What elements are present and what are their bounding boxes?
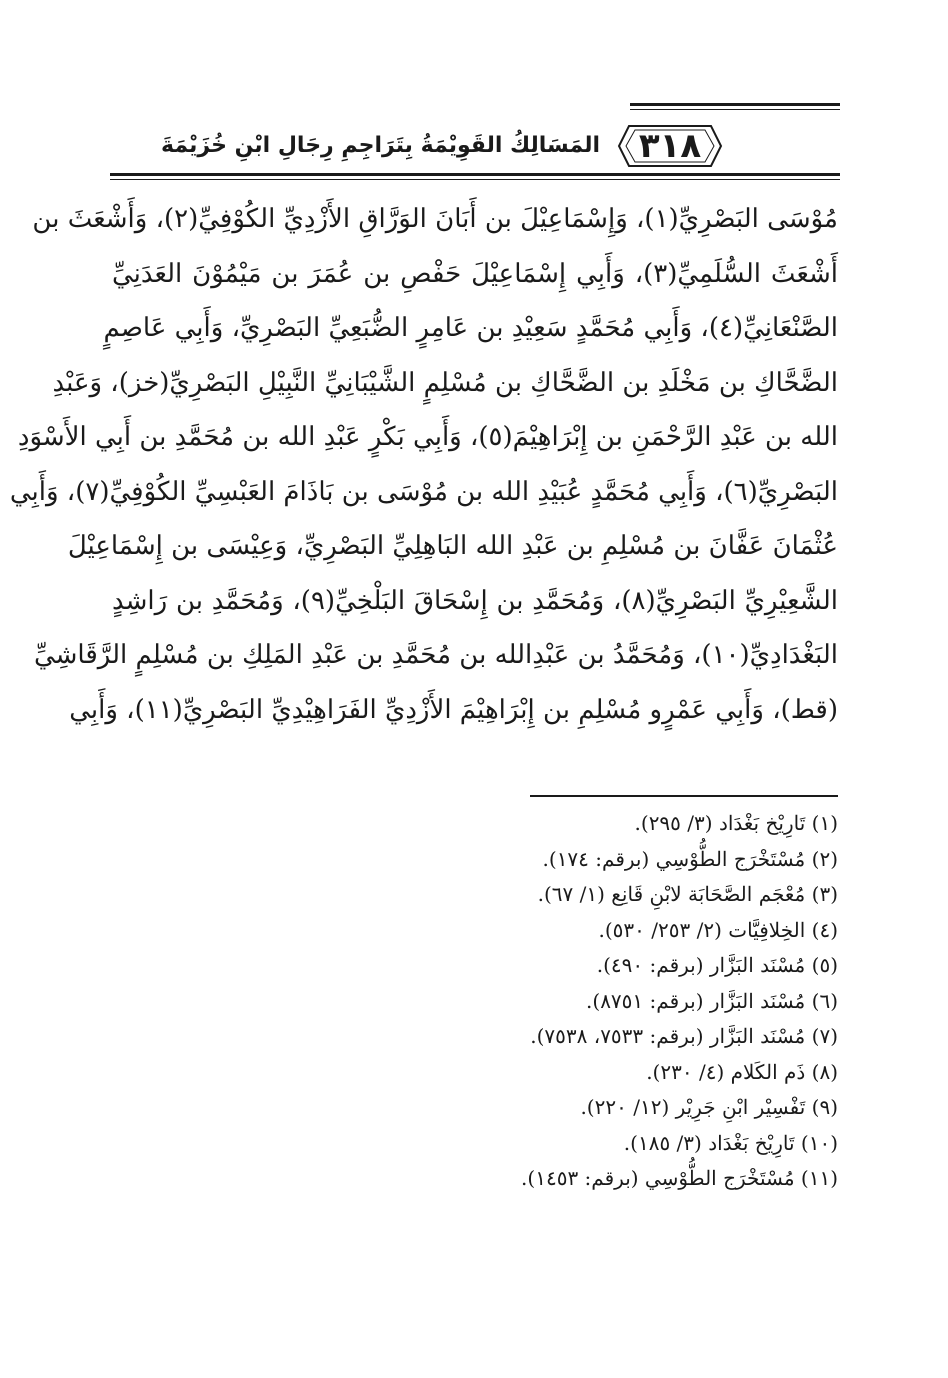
text-line: (قط)، وَأَبِي عَمْرٍو مُسْلِمِ بن إِبْرَاهِيْمَ الأَزْدِيِّ الفَرَاهِيْدِيِّ البَصْرِيِّ(١١)، وَأَبِي (69, 694, 838, 725)
footnote: (٣) مُعْجَم الصَّحَابَة لابْنِ قَانِع (١/ ٦٧). (537, 882, 838, 906)
text-line: الصَّنْعَانِيِّ(٤)، وَأَبِي مُحَمَّدٍ سَعِيْدِ بن عَامِرٍ الضُّبَعِيِّ البَصْرِيِّ، وَأَبِي عَاصِمٍ (103, 313, 838, 343)
footnote: (١) تَارِيْخ بَغْدَاد (٣/ ٢٩٥). (634, 811, 838, 835)
footnote-separator (530, 795, 838, 797)
page-number-ornament (615, 122, 725, 170)
header-bottom-rule (110, 173, 840, 176)
text-line: عُثْمَانَ عَفَّانَ بن مُسْلِمِ بن عَبْدِ الله البَاهِلِيِّ البَصْرِيِّ، وَعِيْسَى بن إِسْمَاعِيْلَ (67, 531, 838, 561)
header-bottom-rule-thin (110, 179, 840, 180)
text-line: الشَّعِيْرِيِّ البَصْرِيِّ(٨)، وَمُحَمَّدِ بن إِسْحَاقَ البَلْخِيِّ(٩)، وَمُحَمَّدِ بن رَاشِدٍ (112, 585, 838, 616)
footnote: (٩) تَفْسِيْر ابْنِ جَرِيْر (١٢/ ٢٢٠). (580, 1095, 838, 1119)
footnote: (١٠) تَارِيْخ بَغْدَاد (٣/ ١٨٥). (623, 1130, 838, 1155)
footnote: (٨) ذَم الكَلام (٤/ ٢٣٠). (646, 1059, 838, 1084)
main-text (9, 192, 839, 737)
text-line: البَصْرِيِّ(٦)، وَأَبِي مُحَمَّدٍ عُبَيْدِ الله بن مُوْسَى بن بَاذَامَ العَبْسِيِّ الكُوْفِيِّ(٧)، وَأَبِي (9, 476, 838, 507)
footnote: (٦) مُسْنَد البَزَّار (برقم: ٨٧٥١). (586, 988, 838, 1013)
text-line: أَشْعَثَ السُّلَمِيِّ(٣)، وَأَبِي إِسْمَاعِيْلَ حَفْصِ بن عُمَرَ بن مَيْمُوْنَ العَدَنِيِّ (112, 258, 839, 289)
running-title: المَسَالِكُ القَوِيْمَةُ بِتَرَاجِمِ رِجَالِ ابْنِ خُزَيْمَةَ (161, 133, 600, 158)
footnote: (٢) مُسْتَخْرَج الطُّوْسِي (برقم: ١٧٤). (542, 846, 838, 871)
page-header (110, 95, 840, 185)
text-line: مُوْسَى البَصْرِيِّ(١)، وَإِسْمَاعِيْلَ بن أَبَانَ الوَرَّاقِ الأَزْدِيِّ الكُوْفِيِّ(٢)، وَأَشْعَثَ بن (32, 204, 838, 234)
header-top-rule-thin (630, 109, 840, 110)
header-top-rule (630, 103, 840, 106)
text-line: الضَّحَّاكِ بن مَخْلَدِ بن الضَّحَّاكِ بن مُسْلِمٍ الشَّيْبَانِيِّ النَّبِيْلِ البَصْرِيِّ(خز)، وَعَبْدِ (52, 367, 838, 398)
text-line: البَغْدَادِيِّ(١٠)، وَمُحَمَّدُ بن عَبْدِالله بن مُحَمَّدِ بن عَبْدِ المَلِكِ بن مُسْلِمٍ الرَّقَاشِيِّ (33, 640, 838, 670)
page-number: ٣١٨ (638, 126, 702, 166)
footnote: (١١) مُسْتَخْرَج الطُّوْسِي (برقم: ١٤٥٣). (521, 1166, 838, 1190)
footnote: (٤) الخِلافِيَّات (٢/ ٢٥٣/ ٥٣٠). (598, 917, 838, 942)
footnote: (٥) مُسْنَد البَزَّار (برقم: ٤٩٠). (596, 953, 838, 977)
footnotes (112, 806, 838, 1197)
text-line: الله بن عَبْدِ الرَّحْمَنِ بن إِبْرَاهِيْمَ(٥)، وَأَبِي بَكْرٍ عَبْدِ الله بن مُحَمَّدِ بن أَبِي الأَسْوَدِ (17, 422, 838, 452)
footnote: (٧) مُسْنَد البَزَّار (برقم: ٧٥٣٣، ٧٥٣٨). (530, 1024, 838, 1048)
